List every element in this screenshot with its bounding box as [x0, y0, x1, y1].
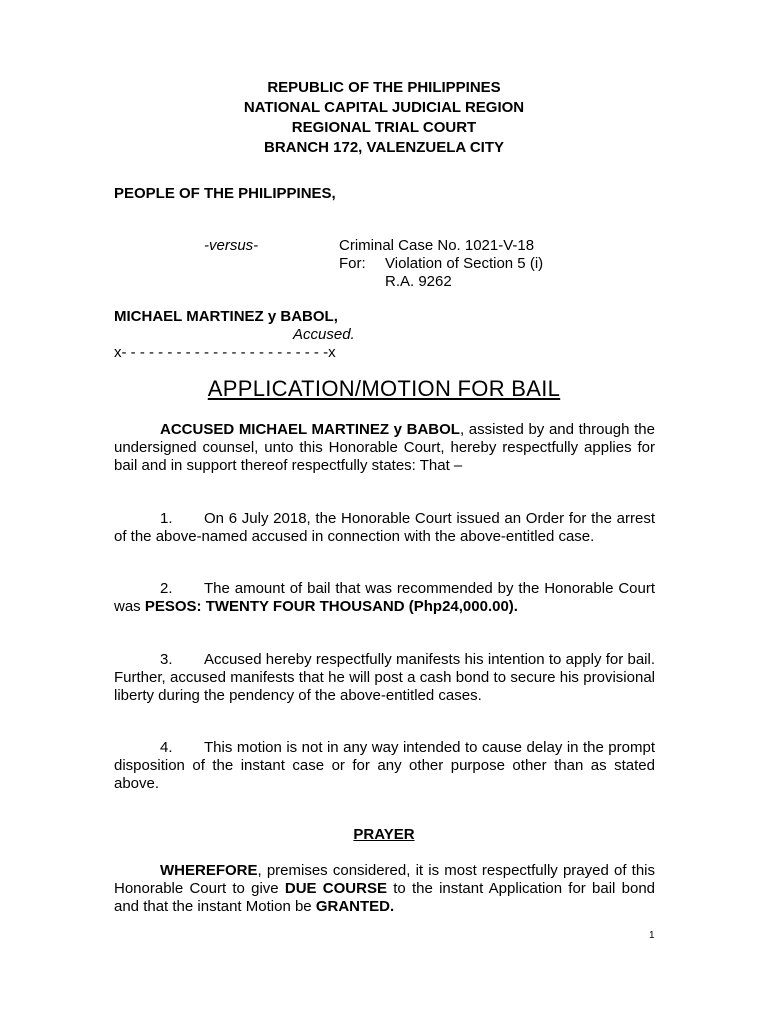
- paragraph-text: Accused hereby respectfully manifests his intention to apply for bail. Further, accused manifests that he will post a cash bond to secure his provisional liberty during the pendency of the above-entitled cases.: [114, 651, 655, 704]
- paragraph-number: 2.: [160, 580, 173, 597]
- prayer-granted: GRANTED.: [315, 898, 395, 915]
- prayer-heading: PRAYER: [353, 826, 415, 843]
- paragraph-4: [114, 739, 655, 793]
- paragraph-1: [114, 510, 655, 546]
- accused-label: Accused.: [293, 326, 355, 343]
- paragraph-text: On 6 July 2018, the Honorable Court issued an Order for the arrest of the above-named accused in connection with the above-entitled case.: [114, 510, 655, 545]
- for-label: For:: [339, 255, 366, 272]
- court-header: [0, 78, 768, 158]
- paragraph-number: 3.: [160, 651, 173, 668]
- versus-label: -versus-: [204, 237, 259, 254]
- header-branch: BRANCH 172, VALENZUELA CITY: [263, 139, 505, 156]
- bail-amount: PESOS: TWENTY FOUR THOUSAND (Php24,000.00).: [144, 598, 518, 615]
- paragraph-2: [114, 580, 655, 616]
- intro-paragraph: [114, 421, 655, 475]
- statute: R.A. 9262: [385, 273, 452, 290]
- offense: Violation of Section 5 (i): [385, 255, 544, 272]
- page-number: 1: [649, 930, 655, 941]
- prayer-text-1: , premises considered, it is most respectfully prayed of this Honorable Court to give: [114, 862, 655, 897]
- header-court: REGIONAL TRIAL COURT: [291, 119, 477, 136]
- prayer-paragraph: [114, 862, 655, 916]
- prayer-text-2: to the instant Application for bail bond and that the instant Motion be: [114, 880, 656, 915]
- paragraph-text: This motion is not in any way intended to cause delay in the prompt disposition of the instant case or for any other purpose other than as stated above.: [114, 739, 655, 792]
- header-republic: REPUBLIC OF THE PHILIPPINES: [267, 79, 501, 96]
- prayer-due-course: DUE COURSE: [284, 880, 387, 897]
- document-title: APPLICATION/MOTION FOR BAIL: [207, 376, 561, 401]
- case-number: Criminal Case No. 1021-V-18: [339, 237, 535, 254]
- paragraph-3: [114, 651, 655, 705]
- paragraph-number: 4.: [160, 739, 173, 756]
- paragraph-text: The amount of bail that was recommended by the Honorable Court was: [114, 580, 655, 615]
- header-region: NATIONAL CAPITAL JUDICIAL REGION: [243, 99, 525, 116]
- prayer-wherefore: WHEREFORE: [160, 862, 258, 879]
- accused-name: MICHAEL MARTINEZ y BABOL,: [114, 308, 338, 325]
- caption-separator: x- - - - - - - - - - - - - - - - - - - - - - -x: [114, 344, 336, 361]
- plaintiff-name: PEOPLE OF THE PHILIPPINES,: [114, 185, 336, 202]
- intro-accused: ACCUSED MICHAEL MARTINEZ y BABOL: [160, 421, 460, 438]
- paragraph-number: 1.: [160, 510, 173, 527]
- intro-text: , assisted by and through the undersigned counsel, unto this Honorable Court, hereby respectfully applies for bail and in support thereof respectfully states: That –: [114, 421, 655, 474]
